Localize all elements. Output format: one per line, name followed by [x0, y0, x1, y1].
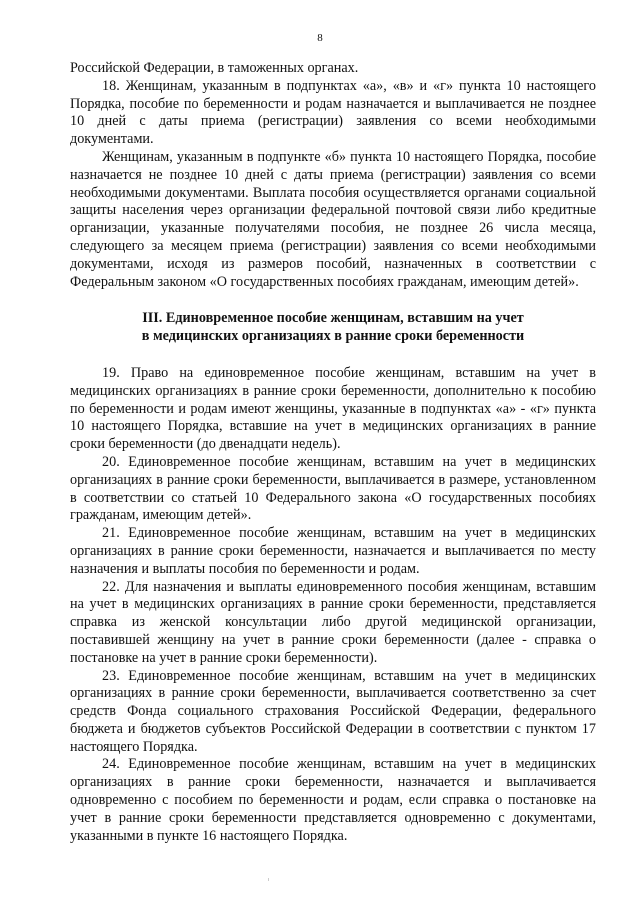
section-heading-line-1: III. Единовременное пособие женщинам, вставшим на учет: [142, 310, 524, 327]
paragraph-18-b: Женщинам, указанным в подпункте «б» пункта 10 настоящего Порядка, пособие назначается не позднее 10 дней с даты приема (регистрации) заявления со всеми необходимыми документами. Выплата пособия осуществляется органами социальной защиты населения через организации федеральной почтовой связи либо кредитные организации, указанные получателями пособия, не позднее 26 числа месяца, следующего за месяцем приема (регистрации) заявления со всеми необходимыми документами, исходя из размеров пособий, назначенных в соответствии с Федеральным законом «О государственных пособиях гражданам, имеющим детей».: [70, 148, 596, 290]
paragraph-18: 18. Женщинам, указанным в подпунктах «а», «в» и «г» пункта 10 настоящего Порядка, пособие по беременности и родам назначается и выплачивается не позднее 10 дней с даты приема (регистрации) заявления со всеми необходимыми документами.: [70, 77, 596, 148]
paragraph-19: 19. Право на единовременное пособие женщинам, вставшим на учет в медицинских организациях в ранние сроки беременности, дополнительно к пособию по беременности и родам имеют женщины, указанные в подпунктах «а» - «г» пункта 10 настоящего Порядка, вставшие на учет в медицинских организациях в ранние сроки беременности (до двенадцати недель).: [70, 364, 596, 453]
document-body: [70, 60, 596, 845]
paragraph-22: 22. Для назначения и выплаты единовременного пособия женщинам, вставшим на учет в медицинских организациях в ранние сроки беременности, представляется справка из женской консультации либо другой медицинской организации, поставившей женщину на учет в ранние сроки беременности (далее - справка о постановке на учет в ранние сроки беременности).: [70, 578, 596, 666]
section-heading: [70, 310, 596, 346]
scan-mark: [268, 878, 269, 881]
paragraph-20: 20. Единовременное пособие женщинам, вставшим на учет в медицинских организациях в ранние сроки беременности, выплачивается в размере, установленном в соответствии со статьей 10 Федерального закона «О государственных пособиях гражданам, имеющим детей».: [70, 453, 596, 524]
paragraph-continuation: Российской Федерации, в таможенных органах.: [70, 60, 359, 76]
paragraph-24: 24. Единовременное пособие женщинам, вставшим на учет в медицинских организациях в ранние сроки беременности, назначается и выплачивается одновременно с пособием по беременности и родам, если справка о постановке на учет в ранние сроки беременности представляется одновременно с документами, указанными в пункте 16 настоящего Порядка.: [70, 756, 596, 844]
paragraph-23: 23. Единовременное пособие женщинам, вставшим на учет в медицинских организациях в ранние сроки беременности, выплачивается соответственно за счет средств Фонда социального страхования Российской Федерации, федерального бюджета и бюджетов субъектов Российской Федерации в соответствии с пунктом 17 настоящего Порядка.: [70, 667, 596, 755]
paragraph-21: 21. Единовременное пособие женщинам, вставшим на учет в медицинских организациях в ранние сроки беременности, назначается и выплачивается по месту назначения и выплаты пособия по беременности и родам.: [70, 525, 596, 577]
page-number: 8: [317, 32, 323, 44]
section-heading-line-2: в медицинских организациях в ранние сроки беременности: [141, 328, 525, 345]
